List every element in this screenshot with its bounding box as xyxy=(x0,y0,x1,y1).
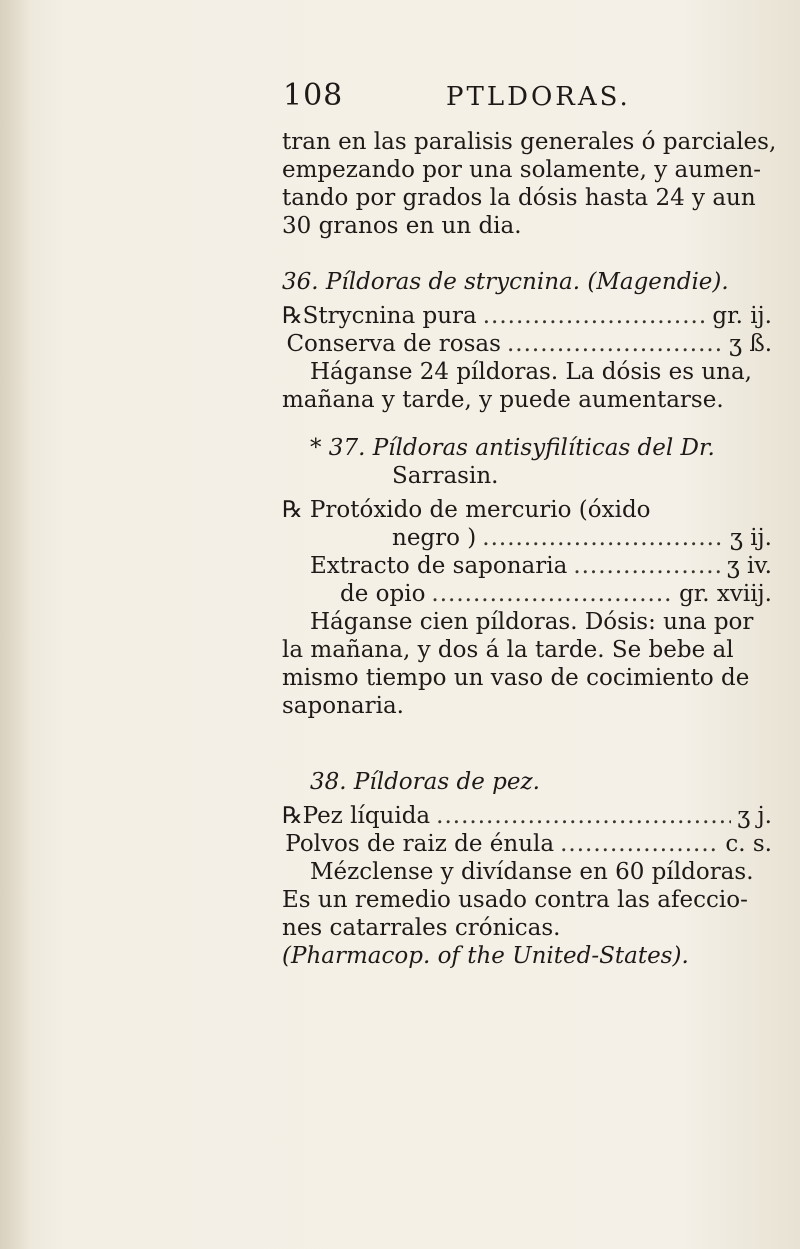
text-line: tran en las paralisis generales ó parciales, xyxy=(282,129,777,155)
ingredient-quantity: gr. ij. xyxy=(712,303,772,329)
text-line: la mañana, y dos á la tarde. Se bebe al xyxy=(282,637,734,663)
recipe-item xyxy=(282,580,772,608)
leader-dots xyxy=(483,302,707,330)
ingredient-quantity: ʒ ij. xyxy=(729,525,772,551)
ingredient-name: negro ) xyxy=(392,525,477,551)
recipe-item xyxy=(282,302,772,330)
section-heading: 36. Píldoras de strycnina. (Magendie). xyxy=(282,269,729,295)
intro-paragraph xyxy=(282,128,777,240)
ingredient-quantity: c. s. xyxy=(725,831,772,857)
ingredient-quantity: ʒ j. xyxy=(737,803,772,829)
leader-dots xyxy=(507,330,723,358)
recipe-item xyxy=(282,330,772,358)
text-line: Háganse 24 píldoras. La dósis es una, xyxy=(310,359,752,385)
page-number: 108 xyxy=(283,78,344,113)
leader-dots xyxy=(436,802,731,830)
text-line: empezando por una solamente, y aumen- xyxy=(282,157,762,183)
recipe-symbol: ℞ xyxy=(282,303,303,329)
recipe-item xyxy=(282,802,772,830)
ingredient-quantity: ʒ iv. xyxy=(726,553,772,579)
ingredient-quantity: gr. xviij. xyxy=(679,581,772,607)
page-header xyxy=(283,78,703,118)
text-line: ℞ Protóxido de mercurio (óxido xyxy=(282,497,651,523)
page-gutter-shadow xyxy=(0,0,30,1249)
ingredient-name: Extracto de saponaria xyxy=(310,553,568,579)
text-line: Háganse cien píldoras. Dósis: una por xyxy=(310,609,754,635)
recipe-item xyxy=(282,524,772,552)
ingredient-quantity: ʒ ß. xyxy=(729,331,772,357)
citation: (Pharmacop. of the United-States). xyxy=(282,943,689,969)
text-line: tando por grados la dósis hasta 24 y aun xyxy=(282,185,756,211)
section-36 xyxy=(282,268,772,414)
leader-dots xyxy=(431,580,673,608)
text-line: nes catarrales crónicas. xyxy=(282,915,561,941)
section-heading: 38. Píldoras de pez. xyxy=(310,769,540,795)
running-head: PTLDORAS. xyxy=(446,82,631,112)
leader-dots xyxy=(560,830,719,858)
recipe-symbol: ℞ xyxy=(282,803,303,829)
text-line: 30 granos en un dia. xyxy=(282,213,522,239)
text-line: mismo tiempo un vaso de cocimiento de xyxy=(282,665,750,691)
recipe-item xyxy=(282,552,772,580)
section-37 xyxy=(282,434,772,720)
leader-dots xyxy=(482,524,724,552)
text-line: Mézclense y divídanse en 60 píldoras. xyxy=(310,859,754,885)
ingredient-name: Pez líquida xyxy=(302,803,431,829)
section-heading-continued: Sarrasin. xyxy=(392,463,499,489)
ingredient-name: de opio xyxy=(340,581,426,607)
ingredient-name: Polvos de raiz de énula xyxy=(285,831,555,857)
ingredient-name: Conserva de rosas xyxy=(286,331,501,357)
section-38 xyxy=(282,768,772,970)
recipe-item xyxy=(282,830,772,858)
text-line: mañana y tarde, y puede aumentarse. xyxy=(282,387,724,413)
text-line: saponaria. xyxy=(282,693,404,719)
ingredient-name: Strycnina pura xyxy=(302,303,477,329)
leader-dots xyxy=(573,552,720,580)
section-heading: * 37. Píldoras antisyfilíticas del Dr. xyxy=(310,435,715,461)
text-line: Es un remedio usado contra las afeccio- xyxy=(282,887,748,913)
